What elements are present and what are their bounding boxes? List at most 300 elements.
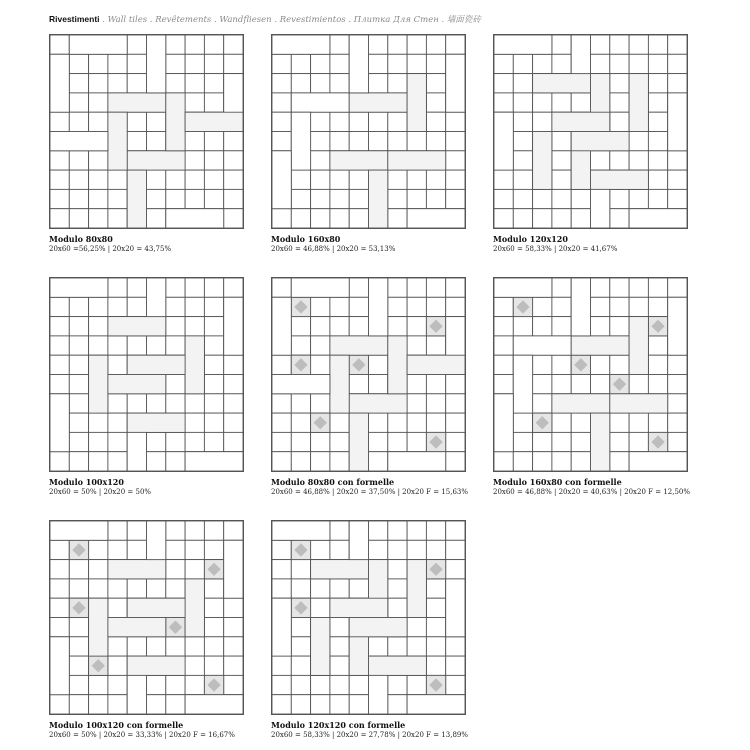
small-tile bbox=[127, 394, 146, 413]
small-tile bbox=[330, 112, 349, 131]
tile-pattern bbox=[493, 277, 688, 472]
small-tile bbox=[185, 170, 204, 189]
small-tile bbox=[513, 93, 532, 112]
small-tile bbox=[426, 336, 445, 355]
decor-tile bbox=[648, 317, 667, 336]
small-tile bbox=[571, 93, 590, 112]
small-tile bbox=[166, 540, 185, 559]
long-tile bbox=[629, 209, 687, 228]
small-tile bbox=[166, 394, 185, 413]
decor-tile bbox=[426, 317, 445, 336]
small-tile bbox=[166, 675, 185, 694]
small-tile bbox=[291, 656, 310, 675]
small-tile bbox=[272, 413, 291, 432]
small-tile bbox=[291, 189, 310, 208]
small-tile bbox=[69, 618, 88, 637]
small-tile bbox=[204, 375, 223, 394]
small-tile bbox=[610, 355, 629, 374]
small-tile bbox=[369, 112, 388, 131]
small-tile bbox=[513, 317, 532, 336]
small-tile bbox=[127, 35, 146, 54]
decor-tile bbox=[426, 675, 445, 694]
small-tile bbox=[571, 413, 590, 432]
long-tile bbox=[571, 278, 590, 336]
small-tile bbox=[224, 432, 243, 451]
small-tile bbox=[407, 54, 426, 73]
small-tile bbox=[89, 151, 108, 170]
long-tile bbox=[108, 317, 166, 336]
small-tile bbox=[552, 317, 571, 336]
small-tile bbox=[388, 278, 407, 297]
small-tile bbox=[69, 355, 88, 374]
long-tile bbox=[407, 355, 465, 374]
small-tile bbox=[224, 54, 243, 73]
small-tile bbox=[50, 598, 69, 617]
small-tile bbox=[204, 432, 223, 451]
long-tile bbox=[272, 297, 291, 355]
small-tile bbox=[147, 695, 166, 714]
small-tile bbox=[349, 132, 368, 151]
small-tile bbox=[147, 452, 166, 471]
long-tile bbox=[446, 579, 465, 637]
small-tile bbox=[291, 618, 310, 637]
small-tile bbox=[204, 54, 223, 73]
small-tile bbox=[648, 375, 667, 394]
small-tile bbox=[311, 675, 330, 694]
small-tile bbox=[629, 297, 648, 316]
small-tile bbox=[224, 598, 243, 617]
small-tile bbox=[291, 170, 310, 189]
module-stats: 20x60 = 46,88% | 20x20 = 37,50% | 20x20 F = 15,63% bbox=[271, 488, 469, 496]
long-tile bbox=[127, 598, 185, 617]
small-tile bbox=[494, 297, 513, 316]
long-tile bbox=[185, 336, 204, 394]
small-tile bbox=[369, 637, 388, 656]
long-tile bbox=[552, 112, 610, 131]
small-tile bbox=[272, 695, 291, 714]
small-tile bbox=[648, 336, 667, 355]
small-tile bbox=[272, 560, 291, 579]
long-tile bbox=[127, 170, 146, 228]
small-tile bbox=[533, 297, 552, 316]
small-tile bbox=[552, 54, 571, 73]
decor-tile bbox=[311, 413, 330, 432]
small-tile bbox=[591, 375, 610, 394]
long-tile bbox=[185, 452, 243, 471]
small-tile bbox=[89, 540, 108, 559]
small-tile bbox=[668, 151, 687, 170]
small-tile bbox=[89, 93, 108, 112]
small-tile bbox=[388, 317, 407, 336]
long-tile bbox=[147, 278, 166, 317]
small-tile bbox=[388, 189, 407, 208]
small-tile bbox=[388, 598, 407, 617]
small-tile bbox=[349, 317, 368, 336]
small-tile bbox=[311, 452, 330, 471]
small-tile bbox=[494, 209, 513, 228]
small-tile bbox=[185, 394, 204, 413]
tile-pattern bbox=[271, 520, 466, 715]
small-tile bbox=[388, 170, 407, 189]
small-tile bbox=[571, 209, 590, 228]
small-tile bbox=[533, 54, 552, 73]
long-tile bbox=[185, 695, 243, 714]
small-tile bbox=[407, 278, 426, 297]
small-tile bbox=[166, 579, 185, 598]
small-tile bbox=[349, 695, 368, 714]
tile-pattern bbox=[271, 277, 466, 472]
small-tile bbox=[407, 170, 426, 189]
small-tile bbox=[648, 132, 667, 151]
small-tile bbox=[330, 656, 349, 675]
long-tile bbox=[349, 93, 407, 112]
module-100x120 bbox=[49, 277, 244, 497]
module-80x80-con-formelle bbox=[271, 277, 469, 497]
small-tile bbox=[426, 35, 445, 54]
module-stats: 20x60 = 50% | 20x20 = 50% bbox=[49, 488, 152, 496]
small-tile bbox=[610, 189, 629, 208]
small-tile bbox=[89, 74, 108, 93]
small-tile bbox=[185, 35, 204, 54]
small-tile bbox=[494, 93, 513, 112]
small-tile bbox=[108, 413, 127, 432]
small-tile bbox=[108, 170, 127, 189]
small-tile bbox=[311, 695, 330, 714]
small-tile bbox=[185, 432, 204, 451]
small-tile bbox=[50, 170, 69, 189]
small-tile bbox=[330, 170, 349, 189]
small-tile bbox=[330, 695, 349, 714]
small-tile bbox=[446, 656, 465, 675]
small-tile bbox=[69, 452, 88, 471]
small-tile bbox=[50, 112, 69, 131]
decor-tile bbox=[69, 540, 88, 559]
decor-tile bbox=[648, 432, 667, 451]
long-tile bbox=[388, 336, 407, 394]
small-tile bbox=[272, 394, 291, 413]
small-tile bbox=[533, 375, 552, 394]
long-tile bbox=[50, 637, 69, 695]
small-tile bbox=[291, 54, 310, 73]
long-tile bbox=[108, 618, 166, 637]
tile-pattern bbox=[271, 34, 466, 229]
small-tile bbox=[69, 656, 88, 675]
small-tile bbox=[552, 35, 571, 54]
small-tile bbox=[426, 598, 445, 617]
decor-tile bbox=[69, 598, 88, 617]
small-tile bbox=[204, 74, 223, 93]
small-tile bbox=[494, 452, 513, 471]
small-tile bbox=[513, 112, 532, 131]
small-tile bbox=[513, 132, 532, 151]
small-tile bbox=[610, 413, 629, 432]
small-tile bbox=[369, 74, 388, 93]
long-tile bbox=[50, 394, 69, 452]
small-tile bbox=[204, 336, 223, 355]
long-tile bbox=[407, 695, 465, 714]
small-tile bbox=[204, 355, 223, 374]
small-tile bbox=[204, 618, 223, 637]
long-tile bbox=[668, 93, 687, 151]
small-tile bbox=[513, 189, 532, 208]
small-tile bbox=[69, 112, 88, 131]
small-tile bbox=[668, 394, 687, 413]
long-tile bbox=[591, 170, 649, 189]
small-tile bbox=[426, 93, 445, 112]
small-tile bbox=[349, 112, 368, 131]
small-tile bbox=[204, 189, 223, 208]
small-tile bbox=[629, 375, 648, 394]
small-tile bbox=[185, 675, 204, 694]
section-subtitle: . Wall tiles . Revêtements . Wandfliesen . Revestimientos . Плитка Для Стен . 墙面瓷砖 bbox=[99, 15, 481, 25]
small-tile bbox=[108, 695, 127, 714]
small-tile bbox=[50, 695, 69, 714]
long-tile bbox=[369, 656, 427, 675]
decor-tile bbox=[291, 598, 310, 617]
small-tile bbox=[426, 521, 445, 540]
small-tile bbox=[224, 675, 243, 694]
small-tile bbox=[50, 355, 69, 374]
small-tile bbox=[204, 297, 223, 316]
small-tile bbox=[552, 278, 571, 297]
small-tile bbox=[552, 355, 571, 374]
small-tile bbox=[513, 209, 532, 228]
small-tile bbox=[204, 93, 223, 112]
small-tile bbox=[311, 297, 330, 316]
small-tile bbox=[89, 170, 108, 189]
small-tile bbox=[69, 209, 88, 228]
small-tile bbox=[330, 540, 349, 559]
long-tile bbox=[513, 336, 571, 355]
small-tile bbox=[446, 189, 465, 208]
long-tile bbox=[369, 170, 388, 228]
small-tile bbox=[166, 695, 185, 714]
module-title: Modulo 100x120 con formelle bbox=[49, 720, 184, 730]
small-tile bbox=[291, 452, 310, 471]
small-tile bbox=[330, 452, 349, 471]
long-tile bbox=[407, 560, 426, 618]
small-tile bbox=[388, 54, 407, 73]
small-tile bbox=[185, 151, 204, 170]
small-tile bbox=[407, 394, 426, 413]
small-tile bbox=[272, 74, 291, 93]
small-tile bbox=[291, 675, 310, 694]
long-tile bbox=[127, 413, 185, 432]
small-tile bbox=[224, 189, 243, 208]
long-tile bbox=[272, 521, 330, 540]
small-tile bbox=[494, 170, 513, 189]
small-tile bbox=[513, 74, 532, 93]
long-tile bbox=[369, 278, 388, 336]
small-tile bbox=[388, 432, 407, 451]
module-stats: 20x60 = 46,88% | 20x20 = 40,63% | 20x20 F = 12,50% bbox=[493, 488, 691, 496]
small-tile bbox=[629, 278, 648, 297]
small-tile bbox=[668, 278, 687, 297]
small-tile bbox=[407, 618, 426, 637]
small-tile bbox=[272, 355, 291, 374]
small-tile bbox=[648, 413, 667, 432]
small-tile bbox=[426, 394, 445, 413]
small-tile bbox=[369, 452, 388, 471]
small-tile bbox=[89, 317, 108, 336]
long-tile bbox=[50, 278, 108, 297]
small-tile bbox=[185, 317, 204, 336]
long-tile bbox=[533, 74, 591, 93]
small-tile bbox=[407, 521, 426, 540]
small-tile bbox=[185, 189, 204, 208]
small-tile bbox=[591, 297, 610, 316]
small-tile bbox=[668, 54, 687, 73]
small-tile bbox=[388, 637, 407, 656]
small-tile bbox=[272, 54, 291, 73]
small-tile bbox=[166, 317, 185, 336]
small-tile bbox=[89, 209, 108, 228]
small-tile bbox=[446, 637, 465, 656]
decor-tile bbox=[533, 413, 552, 432]
decor-tile bbox=[291, 355, 310, 374]
small-tile bbox=[513, 54, 532, 73]
small-tile bbox=[69, 74, 88, 93]
small-tile bbox=[407, 637, 426, 656]
small-tile bbox=[127, 540, 146, 559]
long-tile bbox=[291, 278, 349, 297]
small-tile bbox=[50, 540, 69, 559]
small-tile bbox=[388, 521, 407, 540]
long-tile bbox=[494, 394, 513, 452]
small-tile bbox=[330, 189, 349, 208]
long-tile bbox=[311, 618, 330, 676]
small-tile bbox=[69, 170, 88, 189]
small-tile bbox=[388, 560, 407, 579]
long-tile bbox=[108, 112, 127, 170]
small-tile bbox=[185, 132, 204, 151]
long-tile bbox=[591, 413, 610, 471]
small-tile bbox=[166, 74, 185, 93]
small-tile bbox=[629, 54, 648, 73]
small-tile bbox=[426, 579, 445, 598]
small-tile bbox=[89, 432, 108, 451]
small-tile bbox=[668, 355, 687, 374]
small-tile bbox=[388, 413, 407, 432]
small-tile bbox=[89, 579, 108, 598]
small-tile bbox=[204, 656, 223, 675]
module-title: Modulo 120x120 bbox=[493, 234, 568, 244]
small-tile bbox=[446, 560, 465, 579]
long-tile bbox=[349, 394, 407, 413]
small-tile bbox=[533, 432, 552, 451]
small-tile bbox=[369, 540, 388, 559]
long-tile bbox=[224, 540, 243, 598]
small-tile bbox=[407, 297, 426, 316]
small-tile bbox=[166, 452, 185, 471]
long-tile bbox=[571, 35, 590, 74]
small-tile bbox=[50, 209, 69, 228]
small-tile bbox=[291, 695, 310, 714]
decor-tile bbox=[426, 432, 445, 451]
module-stats: 20x60 =56,25% | 20x20 = 43,75% bbox=[49, 245, 172, 253]
decor-tile bbox=[89, 656, 108, 675]
small-tile bbox=[648, 112, 667, 131]
small-tile bbox=[50, 452, 69, 471]
long-tile bbox=[89, 598, 108, 656]
small-tile bbox=[204, 598, 223, 617]
small-tile bbox=[69, 394, 88, 413]
small-tile bbox=[388, 579, 407, 598]
small-tile bbox=[533, 93, 552, 112]
small-tile bbox=[591, 35, 610, 54]
small-tile bbox=[166, 170, 185, 189]
small-tile bbox=[185, 54, 204, 73]
small-tile bbox=[204, 170, 223, 189]
small-tile bbox=[272, 656, 291, 675]
small-tile bbox=[147, 112, 166, 131]
small-tile bbox=[610, 317, 629, 336]
small-tile bbox=[648, 35, 667, 54]
small-tile bbox=[533, 452, 552, 471]
small-tile bbox=[610, 93, 629, 112]
small-tile bbox=[147, 336, 166, 355]
decor-tile bbox=[204, 560, 223, 579]
small-tile bbox=[533, 189, 552, 208]
small-tile bbox=[591, 317, 610, 336]
small-tile bbox=[330, 432, 349, 451]
long-tile bbox=[349, 413, 368, 471]
small-tile bbox=[272, 132, 291, 151]
small-tile bbox=[108, 297, 127, 316]
small-tile bbox=[127, 132, 146, 151]
module-title: Modulo 80x80 con formelle bbox=[271, 477, 395, 487]
small-tile bbox=[426, 278, 445, 297]
small-tile bbox=[513, 413, 532, 432]
small-tile bbox=[185, 540, 204, 559]
small-tile bbox=[552, 93, 571, 112]
long-tile bbox=[89, 355, 108, 413]
small-tile bbox=[407, 132, 426, 151]
small-tile bbox=[89, 560, 108, 579]
small-tile bbox=[552, 375, 571, 394]
small-tile bbox=[610, 209, 629, 228]
small-tile bbox=[648, 151, 667, 170]
small-tile bbox=[513, 151, 532, 170]
module-160x80 bbox=[271, 34, 466, 254]
small-tile bbox=[69, 637, 88, 656]
small-tile bbox=[224, 521, 243, 540]
small-tile bbox=[426, 413, 445, 432]
module-title: Modulo 100x120 bbox=[49, 477, 124, 487]
small-tile bbox=[330, 413, 349, 432]
tile-pattern bbox=[49, 34, 244, 229]
small-tile bbox=[494, 375, 513, 394]
small-tile bbox=[89, 452, 108, 471]
small-tile bbox=[407, 413, 426, 432]
small-tile bbox=[311, 317, 330, 336]
small-tile bbox=[185, 278, 204, 297]
small-tile bbox=[388, 74, 407, 93]
small-tile bbox=[291, 579, 310, 598]
small-tile bbox=[591, 355, 610, 374]
small-tile bbox=[446, 521, 465, 540]
small-tile bbox=[533, 317, 552, 336]
long-tile bbox=[513, 355, 532, 413]
small-tile bbox=[668, 432, 687, 451]
module-title: Modulo 160x80 bbox=[271, 234, 341, 244]
small-tile bbox=[272, 93, 291, 112]
tile-pattern bbox=[49, 277, 244, 472]
small-tile bbox=[127, 278, 146, 297]
small-tile bbox=[291, 317, 310, 336]
small-tile bbox=[330, 297, 349, 316]
small-tile bbox=[668, 35, 687, 54]
